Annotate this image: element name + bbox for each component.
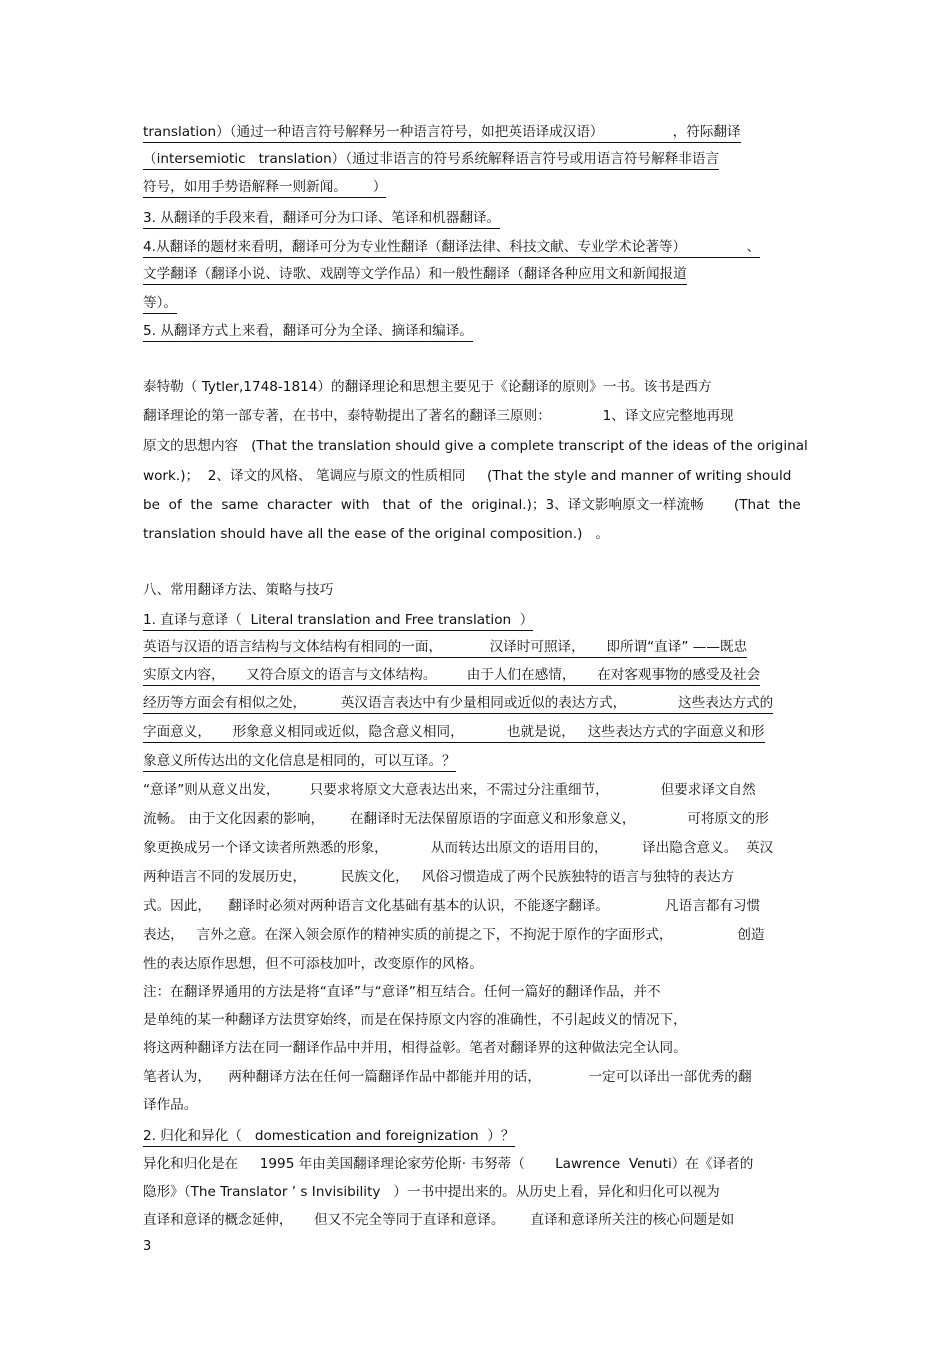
text-line: “意译”则从意义出发， 只要求将原文大意表达出来，不需过分注重细节， 但要求译文自然 [143,782,756,798]
text-line: 泰特勒（ Tytler,1748-1814）的翻译理论和思想主要见于《论翻译的原则》一书。该书是西方 [143,379,712,395]
text-line: 原文的思想内容 (That the translation should give a complete transcript of the ideas of the original [143,438,808,454]
text-line: translation should have all the ease of the original composition.) 。 [143,526,609,542]
text-line: 实原文内容， 又符合原文的语言与文体结构。 由于人们在感情， 在对客观事物的感受及社会 [143,666,760,686]
text-line: 5. 从翻译方式上来看，翻译可分为全译、摘译和编译。 [143,322,473,342]
text-line: 译作品。 [143,1097,198,1113]
subsection-heading: 1. 直译与意译（ Literal translation and Free translation ） [143,611,533,631]
text-line: 象更换成另一个译文读者所熟悉的形象， 从而转达出原文的语用目的， 译出隐含意义。 英汉 [143,840,774,856]
text-line: 等）。 [143,294,177,314]
text-line: 符号，如用手势语解释一则新闻。 ） [143,178,386,198]
subsection-heading: 2. 归化和异化（ domestication and foreignization ）？ [143,1127,515,1147]
text-line: work.)； 2、译文的风格、 笔调应与原文的性质相同 (That the style and manner of writing should [143,468,792,484]
text-line: be of the same character with that of the original.)；3、译文影响原文一样流畅 (That the [143,497,801,513]
text-line: 象意义所传达出的文化信息是相同的，可以互译。？ [143,752,456,772]
text-line: 两种语言不同的发展历史， 民族文化， 风俗习惯造成了两个民族独特的语言与独特的表达方 [143,869,735,885]
text-line: 3. 从翻译的手段来看，翻译可分为口译、笔译和机器翻译。 [143,209,500,229]
text-line: 文学翻译（翻译小说、诗歌、戏剧等文学作品）和一般性翻译（翻译各种应用文和新闻报道 [143,265,687,285]
text-line: 4.从翻译的题材来看明，翻译可分为专业性翻译（翻译法律、科技文献、专业学术论著等） 、 [143,238,760,258]
text-line: 将这两种翻译方法在同一翻译作品中并用，相得益彰。笔者对翻译界的这种做法完全认同。 [143,1040,687,1056]
text-line: 经历等方面会有相似之处， 英汉语言表达中有少量相同或近似的表达方式， 这些表达方式的 [143,694,773,714]
text-line: 表达， 言外之意。在深入领会原作的精神实质的前提之下，不拘泥于原作的字面形式， 创造 [143,927,765,943]
text-line: 字面意义， 形象意义相同或近似，隐含意义相同， 也就是说， 这些表达方式的字面意义和形 [143,723,765,743]
text-line: 隐形》（The Translator ’ s Invisibility ）一书中提出来的。从历史上看，异化和归化可以视为 [143,1184,720,1200]
text-line: 流畅。 由于文化因素的影响， 在翻译时无法保留原语的字面意义和形象意义， 可将原文的形 [143,811,769,827]
text-line: 是单纯的某一种翻译方法贯穿始终，而是在保持原文内容的准确性，不引起歧义的情况下， [143,1012,687,1028]
section-heading: 八、常用翻译方法、策略与技巧 [143,582,334,598]
text-line: 笔者认为， 两种翻译方法在任何一篇翻译作品中都能并用的话， 一定可以译出一部优秀的翻 [143,1069,752,1085]
text-line: 直译和意译的概念延伸， 但又不完全等同于直译和意译。 直译和意译所关注的核心问题是如 [143,1212,735,1228]
text-line: 英语与汉语的语言结构与文体结构有相同的一面， 汉译时可照译， 即所谓“直译” ——既忠 [143,638,747,658]
page-number: 3 [143,1239,152,1254]
text-line: 翻译理论的第一部专著，在书中，泰特勒提出了著名的翻译三原则： 1、译文应完整地再现 [143,408,734,424]
text-line: （intersemiotic translation）（通过非语言的符号系统解释语言符号或用语言符号解释非语言 [143,150,719,170]
text-line: 性的表达原作思想，但不可添枝加叶，改变原作的风格。 [143,956,483,972]
text-line: 异化和归化是在 1995 年由美国翻译理论家劳伦斯· 韦努蒂（ Lawrence Venuti）在《译者的 [143,1156,754,1172]
text-line: 式。因此， 翻译时必须对两种语言文化基础有基本的认识，不能逐字翻译。 凡语言都有习惯 [143,898,761,914]
text-line: translation）（通过一种语言符号解释另一种语言符号，如把英语译成汉语） ，符际翻译 [143,123,741,143]
note-line: 注：在翻译界通用的方法是将“直译”与“意译”相互结合。任何一篇好的翻译作品，并不 [143,984,661,1000]
